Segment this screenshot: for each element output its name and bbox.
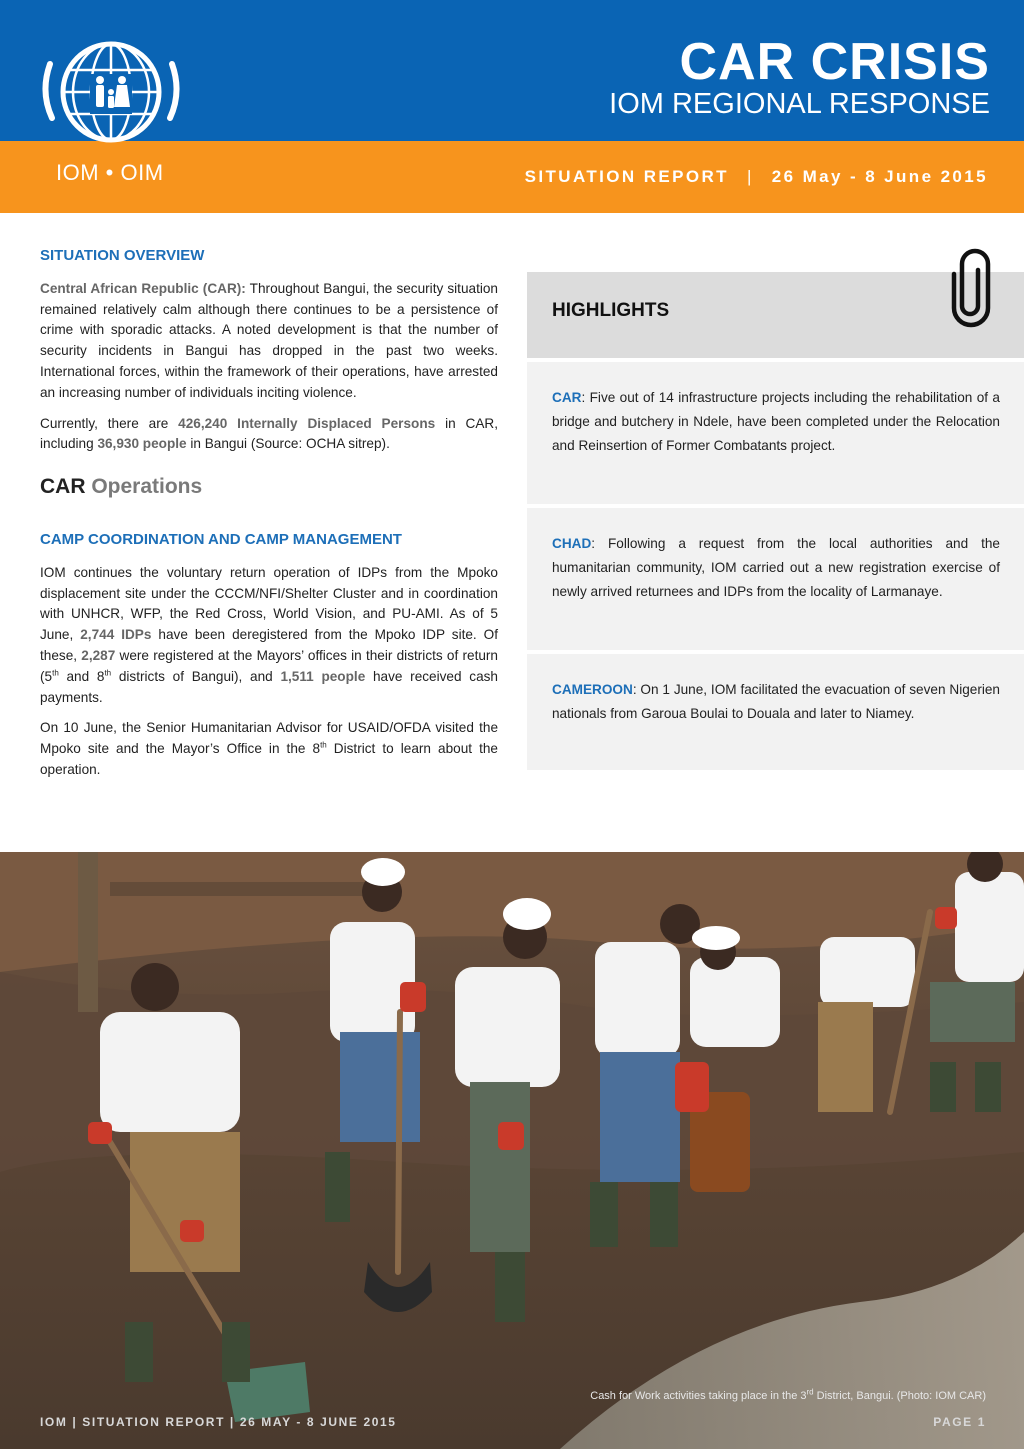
cccm-paragraph-2: On 10 June, the Senior Humanitarian Advisor for USAID/OFDA visited the Mpoko site and the Mayor’s Office in the 8th District to learn about the operation. xyxy=(40,720,498,777)
report-type: SITUATION REPORT xyxy=(524,167,729,186)
cash-recipients: 1,511 people xyxy=(280,668,366,684)
highlights-title: HIGHLIGHTS xyxy=(552,300,670,321)
cccm-heading: CAMP COORDINATION AND CAMP MANAGEMENT xyxy=(40,530,402,548)
car-label: Central African Republic (CAR): xyxy=(40,280,246,296)
highlight-chad: CHAD: Following a request from the local authorities and the humanitarian community, IOM carried out a new registration exercise of newly arrived returnees and IDPs from the locality of Larmanaye. xyxy=(527,508,1024,650)
deregistered-idps: 2,744 IDPs xyxy=(80,627,152,643)
highlight-label-car: CAR xyxy=(552,390,582,405)
cccm-paragraph-1: IOM continues the voluntary return operation of IDPs from the Mpoko displacement site under the CCCM/NFI/Shelter Cluster and in coordination with UNHCR, WFP, the Red Cross, World Vision, and PU-AMI. As of 5 June, 2,744 IDPs have been deregistered from the Mpoko IDP site. Of these, 2,287 were registered at the Mayors’ offices in their districts of return (5th and 8th districts of Bangui), and 1,511 people have received cash payments. xyxy=(40,564,499,705)
idp-count: 426,240 Internally Displaced Persons xyxy=(178,415,436,431)
highlight-cameroon: CAMEROON: On 1 June, IOM facilitated the evacuation of seven Nigerien nationals from Garoua Boulai to Douala and later to Niamey. xyxy=(527,654,1024,770)
bangui-people-count: 36,930 people xyxy=(97,436,187,452)
photo-illustration xyxy=(0,852,1024,1449)
paperclip-icon xyxy=(946,248,996,328)
report-title: CAR CRISIS xyxy=(679,33,990,91)
operations-title: CAR Operations xyxy=(40,475,203,499)
registered-count: 2,287 xyxy=(81,647,116,663)
overview-paragraph-1: Central African Republic (CAR): Throughout Bangui, the security situation remained relatively calm although there continues to be a persistence of crime with sporadic attacks. A noted development is that the number of security incidents in Bangui has dropped in the past two weeks. International forces, within the framework of their operations, have arrested an increasing number of individuals inciting violence. xyxy=(40,280,498,400)
highlight-car: CAR: Five out of 14 infrastructure projects including the rehabilitation of a bridge and butchery in Ndele, have been completed under the Relocation and Reinsertion of Former Combatants project. xyxy=(527,362,1024,504)
overview-paragraph-2: Currently, there are 426,240 Internally Displaced Persons in CAR, including 36,930 people in Bangui (Source: OCHA sitrep). xyxy=(40,415,498,452)
meta-separator: | xyxy=(746,167,754,186)
footer-page-number: PAGE 1 xyxy=(933,1415,986,1429)
highlights-header xyxy=(527,272,1024,358)
photo-caption: Cash for Work activities taking place in the 3rd District, Bangui. (Photo: IOM CAR) xyxy=(590,1387,986,1402)
cash-for-work-photo xyxy=(0,852,1024,1449)
footer-report-info: IOM | SITUATION REPORT | 26 MAY - 8 JUNE 2015 xyxy=(40,1415,397,1429)
situation-overview-heading: SITUATION OVERVIEW xyxy=(40,247,205,264)
report-subtitle: IOM REGIONAL RESPONSE xyxy=(609,88,990,120)
main-column xyxy=(40,246,498,791)
iom-logo-icon xyxy=(38,34,184,152)
highlights-panel xyxy=(527,272,1024,770)
logo-text: IOM • OIM xyxy=(56,160,164,185)
report-meta xyxy=(525,167,988,187)
highlight-label-chad: CHAD xyxy=(552,536,592,551)
report-date-range: 26 May - 8 June 2015 xyxy=(771,167,988,186)
highlight-label-cameroon: CAMEROON xyxy=(552,682,633,697)
